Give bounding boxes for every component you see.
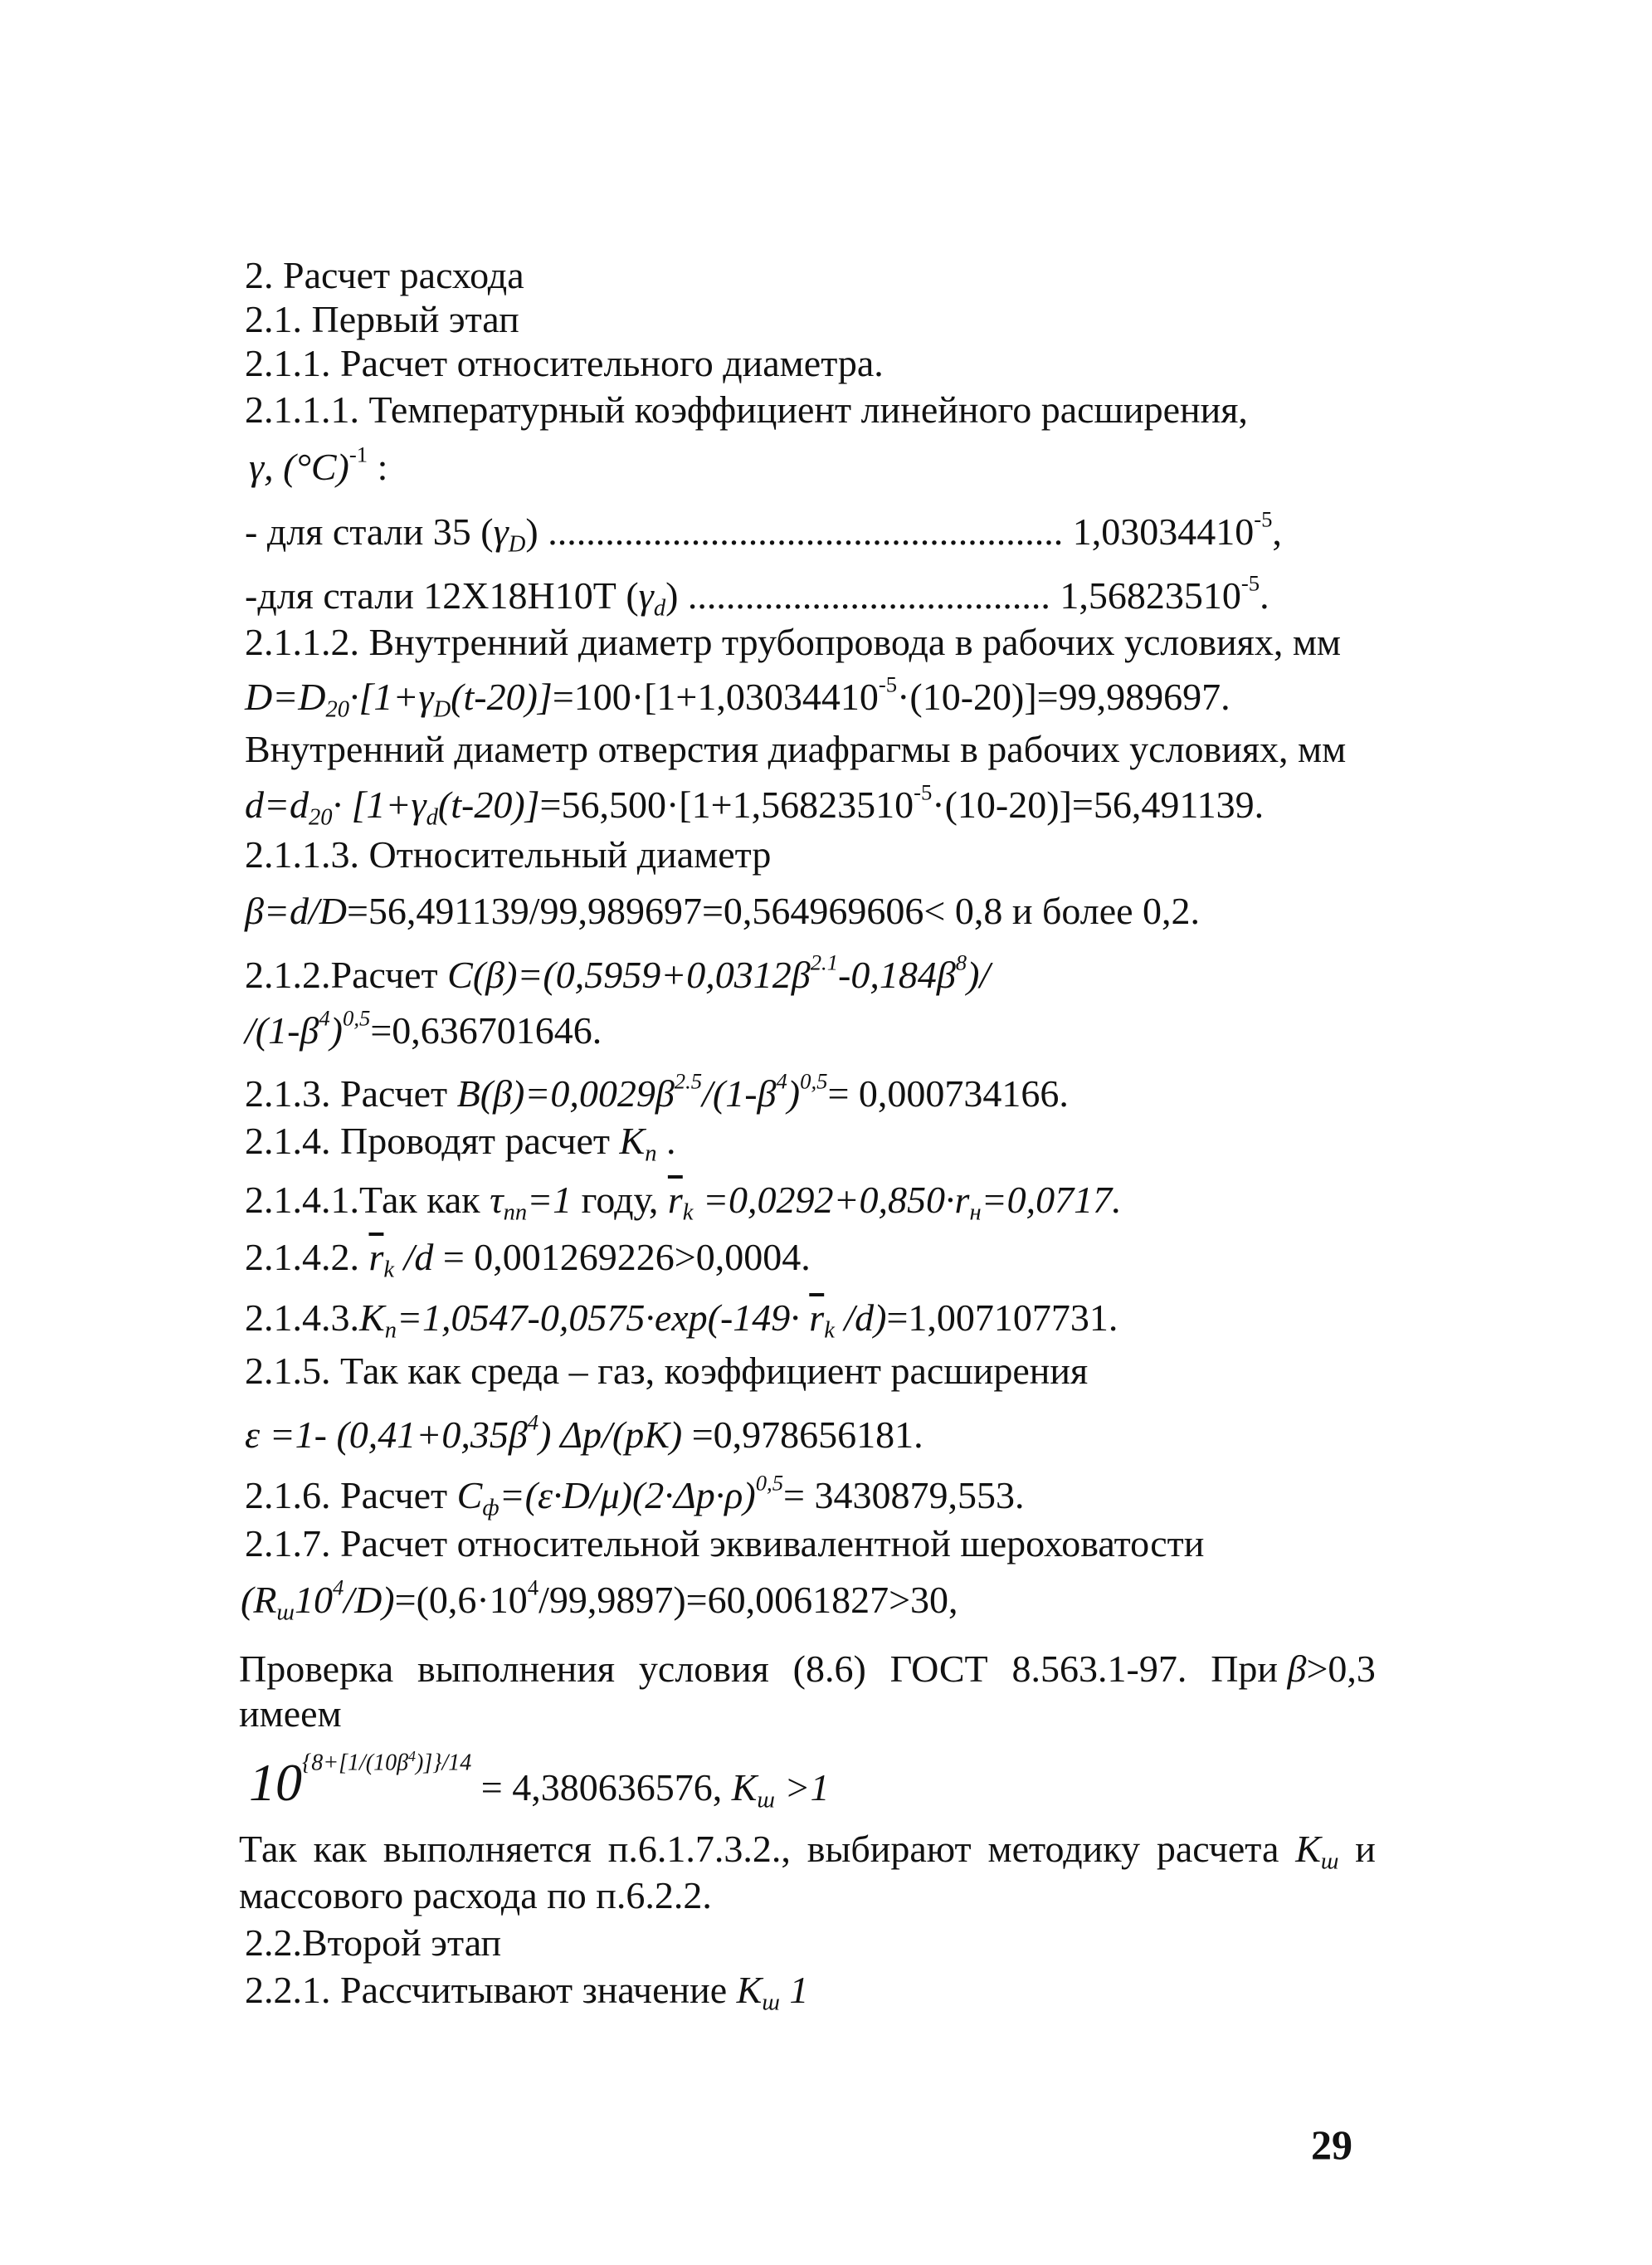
text: =(ε·D/μ)(2·Δp·ρ) bbox=[499, 1474, 756, 1516]
symbol: γ bbox=[638, 574, 654, 617]
text: /(1-β bbox=[245, 1009, 319, 1052]
subscript: н bbox=[969, 1199, 982, 1226]
superscript: -5 bbox=[914, 779, 933, 805]
superscript: 4 bbox=[776, 1068, 787, 1094]
text: имеем bbox=[239, 1692, 342, 1735]
text: ·(10-20)]=56,491139. bbox=[932, 783, 1265, 826]
formula-rk bbox=[245, 1177, 1122, 1226]
superscript: 4 bbox=[527, 1409, 539, 1435]
text: =56,491139/99,989697=0,564969606< 0,8 и более 0,2. bbox=[346, 890, 1201, 932]
text: 2.1.4.1.Так как bbox=[245, 1179, 490, 1221]
superscript: -5 bbox=[1240, 570, 1260, 596]
text: 2.1.1. Расчет относительного диаметра. bbox=[245, 342, 884, 384]
superscript: -5 bbox=[1254, 506, 1273, 532]
formula-beta bbox=[245, 888, 1200, 935]
text: , bbox=[1272, 510, 1282, 553]
word: п.6.1.7.3.2., bbox=[607, 1828, 791, 1870]
formula-C-beta bbox=[245, 949, 991, 998]
superscript: 8 bbox=[955, 949, 967, 975]
text: γ, (°C) bbox=[249, 446, 349, 488]
subscript: ш bbox=[1320, 1848, 1339, 1875]
text: 2.1.3. Расчет bbox=[245, 1072, 457, 1115]
subscript: D bbox=[433, 696, 451, 723]
text: /(1-β bbox=[702, 1072, 777, 1115]
symbol: γ bbox=[493, 510, 509, 553]
overlined-symbol: $\overline{r}$ bbox=[667, 1179, 683, 1221]
value: 1,03034410 bbox=[1063, 510, 1255, 553]
gamma-unit bbox=[249, 444, 387, 491]
superscript: 2.5 bbox=[674, 1068, 703, 1094]
subscript: п bbox=[645, 1140, 657, 1167]
text: C(β)=(0,5959+0,0312β bbox=[447, 954, 811, 996]
word: 8.563.1-97. bbox=[1011, 1647, 1187, 1690]
text: )/ bbox=[967, 954, 991, 996]
text: году, bbox=[572, 1179, 668, 1221]
text: 2.1.4.2. bbox=[245, 1236, 369, 1278]
subscript: ш bbox=[757, 1787, 775, 1813]
subscript: п bbox=[384, 1317, 397, 1344]
text: 2.1.2.Расчет bbox=[245, 954, 448, 996]
paragraph-line bbox=[245, 1118, 676, 1167]
formula-roughness bbox=[241, 1574, 958, 1626]
subscript: d bbox=[426, 804, 438, 831]
formula-d bbox=[245, 779, 1265, 831]
subscript: k bbox=[824, 1317, 835, 1344]
word: условия bbox=[638, 1647, 769, 1690]
text: массового расхода по п.6.2.2. bbox=[239, 1874, 712, 1916]
text: /99,9897)=60,0061827>30, bbox=[538, 1579, 958, 1621]
paragraph-line bbox=[239, 1872, 712, 1919]
text: =1,007107731. bbox=[886, 1296, 1118, 1339]
word: выбирают bbox=[807, 1828, 972, 1870]
subscript: k bbox=[682, 1199, 694, 1226]
paragraph-line bbox=[245, 726, 1346, 773]
text: ε =1- (0,41+0,35β bbox=[245, 1413, 528, 1456]
paragraph-line bbox=[245, 1521, 1204, 1567]
superscript: {8+[1/(10β bbox=[302, 1750, 409, 1776]
text: = 0,001269226>0,0004. bbox=[433, 1236, 811, 1278]
formula-power-ten bbox=[249, 1748, 830, 1818]
text: 2. Расчет расхода bbox=[245, 254, 524, 296]
text: K bbox=[619, 1120, 646, 1162]
steel-35-line bbox=[245, 506, 1282, 558]
text: = 0,000734166. bbox=[827, 1072, 1069, 1115]
section-heading bbox=[245, 252, 524, 299]
text: >1 bbox=[774, 1766, 830, 1809]
text: =0,978656181. bbox=[682, 1413, 923, 1456]
word: как bbox=[313, 1828, 367, 1870]
word: расчета bbox=[1156, 1828, 1279, 1870]
text: -для стали 12Х18Н10Т ( bbox=[245, 574, 639, 617]
text: =0,0292+0,850·r bbox=[693, 1179, 970, 1221]
symbol: K bbox=[1295, 1828, 1321, 1870]
formula-Kp bbox=[245, 1295, 1118, 1344]
text: 10 bbox=[249, 1753, 302, 1812]
overlined-symbol: $\overline{r}$ bbox=[809, 1296, 825, 1339]
text: (R bbox=[241, 1579, 277, 1621]
formula-D bbox=[245, 671, 1230, 723]
superscript: 4 bbox=[332, 1574, 344, 1600]
text: 2.1.6. Расчет bbox=[245, 1474, 457, 1516]
text: ·(10-20)]=99,989697. bbox=[897, 676, 1230, 718]
leader-dots: ) ...................................................... bbox=[525, 510, 1064, 553]
paragraph-line bbox=[239, 1691, 342, 1737]
superscript: 4 bbox=[319, 1005, 330, 1031]
text: -0,184β bbox=[838, 954, 956, 996]
superscript: 0,5 bbox=[755, 1470, 784, 1496]
subsection-heading bbox=[245, 296, 519, 343]
formula-Cf bbox=[245, 1472, 1025, 1519]
page-number: 29 bbox=[1311, 2121, 1352, 2168]
word: выполнения bbox=[417, 1647, 616, 1690]
text: 2.1.7. Расчет относительной эквивалентной шероховатости bbox=[245, 1522, 1205, 1565]
paragraph-line bbox=[245, 1967, 808, 2014]
text: . bbox=[1260, 574, 1269, 617]
text: 2.2.Второй этап bbox=[245, 1921, 502, 1964]
paragraph-line bbox=[245, 1348, 1088, 1394]
text: =56,500·[1+1,56823510 bbox=[539, 783, 914, 826]
formula-rk-d bbox=[245, 1234, 811, 1281]
text: = 3430879,553. bbox=[783, 1474, 1025, 1516]
text: 1 bbox=[779, 1969, 809, 2011]
check-condition bbox=[1211, 1646, 1376, 1692]
text: 2.1.5. Так как среда – газ, коэффициент расширения bbox=[245, 1350, 1089, 1392]
text: K bbox=[731, 1766, 758, 1809]
text: 2.1. Первый этап bbox=[245, 298, 519, 340]
subsection-heading bbox=[245, 1920, 501, 1966]
text: ) Δp/(pK) bbox=[538, 1413, 683, 1456]
text: (t-20)] bbox=[451, 676, 553, 718]
text: ·[1+γ bbox=[349, 676, 434, 718]
subscript: ш bbox=[762, 1989, 780, 2016]
text: /D) bbox=[344, 1579, 395, 1621]
word: (8.6) bbox=[792, 1647, 866, 1690]
text: C bbox=[456, 1474, 483, 1516]
word: При bbox=[1211, 1647, 1279, 1690]
text: 2.2.1. Рассчитывают значение bbox=[245, 1969, 737, 2011]
paragraph-line bbox=[245, 832, 771, 878]
word: выполняется bbox=[383, 1828, 592, 1870]
text: =0,0717. bbox=[981, 1179, 1122, 1221]
superscript: 0,5 bbox=[343, 1005, 371, 1031]
formula-C-beta-cont bbox=[245, 1005, 602, 1054]
text: · [1+γ bbox=[332, 783, 426, 826]
subscript: 20 bbox=[309, 804, 333, 831]
text: 10 bbox=[294, 1579, 333, 1621]
word: Так bbox=[239, 1828, 297, 1870]
word: ГОСТ bbox=[889, 1647, 988, 1690]
text: 2.1.4.3. bbox=[245, 1296, 359, 1339]
formula-B-beta bbox=[245, 1068, 1069, 1117]
superscript: )]}/14 bbox=[416, 1750, 472, 1776]
text: 2.1.1.2. Внутренний диаметр трубопровода в рабочих условиях, мм bbox=[245, 621, 1342, 663]
text: d=d bbox=[245, 783, 309, 826]
text: (t-20)] bbox=[437, 783, 540, 826]
subscript: ш bbox=[276, 1599, 295, 1626]
subscript: 20 bbox=[325, 696, 349, 723]
text: = 4,380636576, bbox=[471, 1766, 732, 1809]
paragraph-line bbox=[245, 619, 1341, 666]
text: : bbox=[368, 446, 388, 488]
text: =0,636701646. bbox=[370, 1009, 602, 1052]
word: Проверка bbox=[239, 1647, 394, 1690]
subscript: k bbox=[383, 1257, 395, 1283]
text: D=D bbox=[245, 676, 326, 718]
text: B(β)=0,0029β bbox=[456, 1072, 675, 1115]
text: K bbox=[736, 1969, 763, 2011]
check-paragraph-line bbox=[239, 1646, 1376, 1692]
subscript: D bbox=[508, 531, 526, 558]
text: Внутренний диаметр отверстия диафрагмы в рабочих условиях, мм bbox=[245, 728, 1347, 770]
text: 2.1.1.3. Относительный диаметр bbox=[245, 833, 772, 876]
symbol: β bbox=[1287, 1647, 1307, 1690]
steel-12x18-line bbox=[245, 570, 1269, 622]
text: >0,3 bbox=[1306, 1647, 1376, 1690]
text: ) bbox=[329, 1009, 343, 1052]
text: =1,0547-0,0575·exp(-149· bbox=[396, 1296, 810, 1339]
text: =(0,6·10 bbox=[394, 1579, 528, 1621]
overlined-symbol: $\overline{r}$ bbox=[368, 1236, 384, 1278]
formula-epsilon bbox=[245, 1409, 923, 1458]
subscript: пп bbox=[503, 1199, 528, 1226]
text: =100·[1+1,03034410 bbox=[552, 676, 879, 718]
text: β=d/D bbox=[245, 890, 347, 932]
subscript: d bbox=[653, 595, 666, 622]
superscript: 4 bbox=[527, 1574, 539, 1600]
text: /d) bbox=[834, 1296, 887, 1339]
text: =1 bbox=[527, 1179, 573, 1221]
method-symbol bbox=[1295, 1826, 1339, 1875]
superscript: 4 bbox=[408, 1748, 417, 1765]
text: 2.1.1.1. Температурный коэффициент линейного расширения, bbox=[245, 388, 1248, 431]
text: /d bbox=[394, 1236, 434, 1278]
text: - для стали 35 ( bbox=[245, 510, 494, 553]
text: . bbox=[656, 1120, 676, 1162]
word: и bbox=[1355, 1828, 1376, 1870]
superscript: -5 bbox=[878, 671, 898, 697]
text: ) bbox=[787, 1072, 801, 1115]
method-paragraph-line bbox=[239, 1826, 1376, 1875]
subscript: ф bbox=[482, 1495, 499, 1521]
superscript: 0,5 bbox=[800, 1068, 828, 1094]
leader-dots: ) ...................................... bbox=[665, 574, 1050, 617]
value: 1,56823510 bbox=[1050, 574, 1241, 617]
subsection-heading bbox=[245, 340, 884, 387]
paragraph-line bbox=[245, 387, 1248, 433]
text: τ bbox=[490, 1179, 504, 1221]
text: K bbox=[359, 1296, 385, 1339]
superscript: -1 bbox=[348, 442, 368, 467]
text: 2.1.4. Проводят расчет bbox=[245, 1120, 620, 1162]
word: методику bbox=[987, 1828, 1140, 1870]
superscript: 2.1 bbox=[810, 949, 839, 975]
